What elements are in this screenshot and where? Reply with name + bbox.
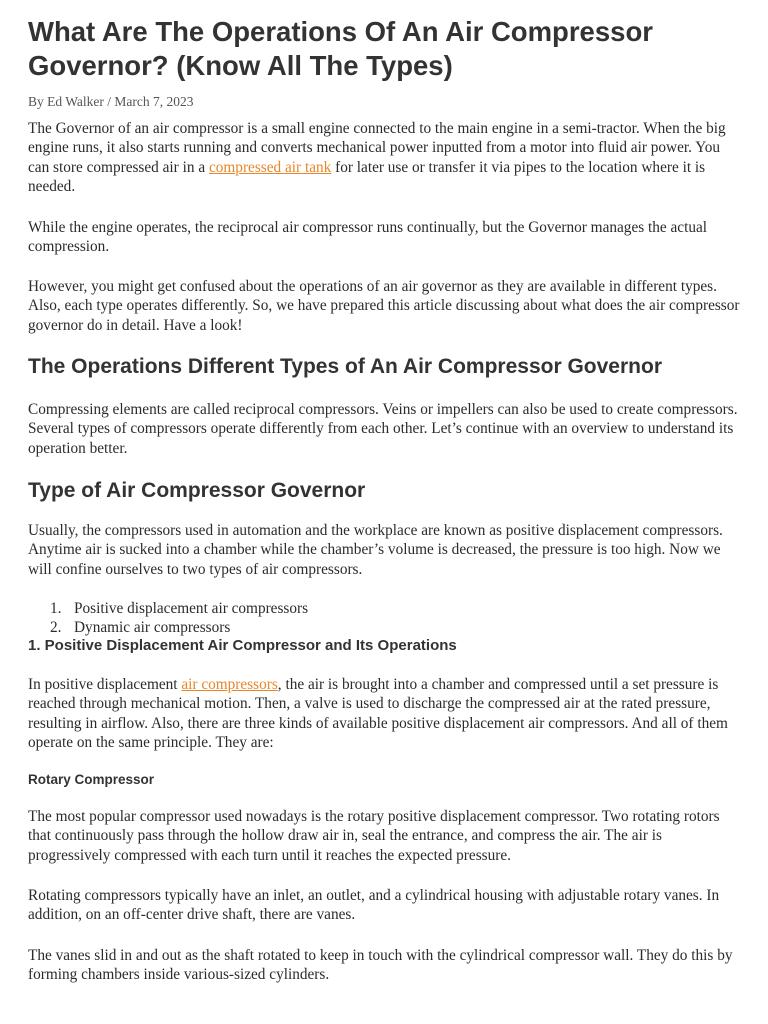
section-operations-heading: The Operations Different Types of An Air Compressor Governor — [28, 355, 662, 378]
positive-p1-text-a: In positive displacement — [28, 676, 182, 693]
intro-paragraph-2: While the engine operates, the reciprocal air compressor runs continually, but the Governor manages the actual compression. — [28, 219, 708, 256]
section-types-paragraph: Usually, the compressors used in automation and the workplace are known as positive displacement compressors. Anytime air is sucked into a chamber while the chamber’s volume is decreased, the pressure is too high. Now we will confine ourselves to two types of air compressors. — [28, 522, 723, 578]
article-byline: By Ed Walker / March 7, 2023 — [28, 94, 194, 109]
air-compressors-link[interactable]: air compressors — [181, 676, 278, 693]
compressor-types-list — [28, 599, 308, 638]
section-types-heading: Type of Air Compressor Governor — [28, 479, 366, 502]
section-positive-paragraph — [28, 675, 740, 753]
article-title: What Are The Operations Of An Air Compressor Governor? (Know All The Types) — [28, 16, 653, 81]
positive-p1-text-b: , the air is brought into a chamber and compressed until a set pressure is reached through mechanical motion. Then, a valve is used to discharge the compressed air at the rated pressure, resulting in airflow. Also, there are three kinds of available positive displacement air compressors. And all of them operate on the same principle. They are: — [28, 676, 728, 752]
section-positive-heading: 1. Positive Displacement Air Compressor and Its Operations — [28, 637, 457, 654]
intro-p1-text-b: for later use or transfer it via pipes to the location where it is needed. — [28, 158, 706, 196]
list-item — [28, 599, 308, 618]
list-item — [28, 618, 308, 637]
section-operations-paragraph: Compressing elements are called reciprocal compressors. Veins or impellers can also be used to create compressors. Several types of compressors operate differently from each other. Let’s continue with an overview to understand its operation better. — [28, 401, 738, 457]
rotary-paragraph-1: The most popular compressor used nowadays is the rotary positive displacement compressor. Two rotating rotors that continuously pass through the hollow draw air in, seal the entrance, and compress the air. The air is progressively compressed with each turn until it reaches the expected pressure. — [28, 808, 720, 864]
list-item-number: 2. — [50, 619, 62, 637]
rotary-paragraph-2: Rotating compressors typically have an inlet, an outlet, and a cylindrical housing with adjustable rotary vanes. In addition, on an off-center drive shaft, there are vanes. — [28, 887, 720, 924]
list-item-text: Dynamic air compressors — [74, 619, 231, 637]
intro-paragraph-3: However, you might get confused about the operations of an air governor as they are available in different types. Also, each type operates differently. So, we have prepared this article discussing about what does the air compressor governor do in detail. Have a look! — [28, 278, 740, 334]
intro-paragraph-1 — [28, 119, 740, 197]
list-item-number: 1. — [50, 600, 62, 617]
rotary-paragraph-3: The vanes slid in and out as the shaft rotated to keep in touch with the cylindrical compressor wall. They do this by forming chambers inside various-sized cylinders. — [28, 947, 733, 984]
compressed-air-tank-link[interactable]: compressed air tank — [208, 158, 332, 176]
intro-p1-text-a: The Governor of an air compressor is a small engine connected to the main engine in a semi-tractor. When the big engine runs, it also starts running and converts mechanical power inputted from a motor into fluid air power. You can store compressed air in a — [28, 120, 726, 176]
rotary-compressor-heading: Rotary Compressor — [28, 772, 155, 787]
list-item-text: Positive displacement air compressors — [74, 600, 309, 617]
